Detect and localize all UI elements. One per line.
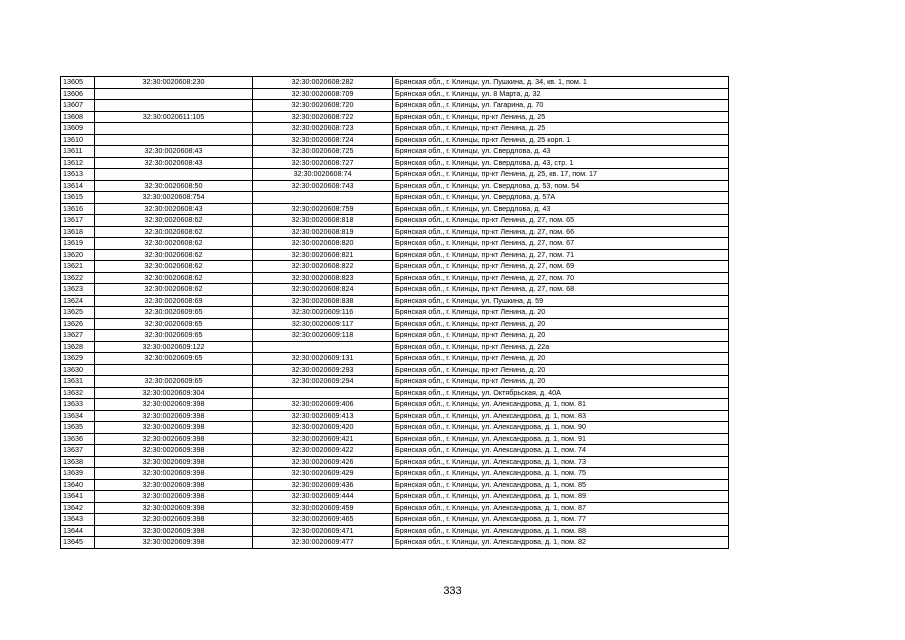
address-cell: Брянская обл., г. Клинцы, пр-кт Ленина, д. 27, пом. 71: [393, 249, 729, 261]
cadastral-number-cell: 32:30:0020609:398: [95, 479, 253, 491]
row-number-cell: 13621: [61, 261, 95, 273]
object-cadastral-number-cell: 32:30:0020608:282: [253, 77, 393, 89]
table-row: [61, 215, 729, 227]
object-cadastral-number-cell: 32:30:0020609:420: [253, 422, 393, 434]
table-row: [61, 169, 729, 181]
row-number-cell: 13614: [61, 180, 95, 192]
table-row: [61, 146, 729, 158]
row-number-cell: 13630: [61, 364, 95, 376]
address-cell: Брянская обл., г. Клинцы, ул. Александрова, д. 1, пом. 90: [393, 422, 729, 434]
object-cadastral-number-cell: 32:30:0020608:820: [253, 238, 393, 250]
cadastral-number-cell: 32:30:0020609:65: [95, 318, 253, 330]
row-number-cell: 13608: [61, 111, 95, 123]
table-row: [61, 502, 729, 514]
address-cell: Брянская обл., г. Клинцы, пр-кт Ленина, д. 27, пом. 65: [393, 215, 729, 227]
cadastral-number-cell: 32:30:0020608:62: [95, 261, 253, 273]
object-cadastral-number-cell: 32:30:0020609:471: [253, 525, 393, 537]
object-cadastral-number-cell: 32:30:0020608:838: [253, 295, 393, 307]
object-cadastral-number-cell: 32:30:0020608:709: [253, 88, 393, 100]
table-row: [61, 353, 729, 365]
cadastral-number-cell: 32:30:0020608:50: [95, 180, 253, 192]
cadastral-number-cell: 32:30:0020609:398: [95, 514, 253, 526]
object-cadastral-number-cell: 32:30:0020608:725: [253, 146, 393, 158]
object-cadastral-number-cell: 32:30:0020609:116: [253, 307, 393, 319]
object-cadastral-number-cell: 32:30:0020608:819: [253, 226, 393, 238]
table-row: [61, 514, 729, 526]
cadastral-number-cell: 32:30:0020609:398: [95, 537, 253, 549]
address-cell: Брянская обл., г. Клинцы, пр-кт Ленина, д. 25 корп. 1: [393, 134, 729, 146]
table-row: [61, 100, 729, 112]
cadastral-number-cell: 32:30:0020608:43: [95, 157, 253, 169]
object-cadastral-number-cell: 32:30:0020608:74: [253, 169, 393, 181]
table-row: [61, 272, 729, 284]
cadastral-number-cell: [95, 134, 253, 146]
address-cell: Брянская обл., г. Клинцы, ул. Свердлова, д. 53, пом. 54: [393, 180, 729, 192]
address-cell: Брянская обл., г. Клинцы, пр-кт Ленина, д. 25, кв. 17, пом. 17: [393, 169, 729, 181]
row-number-cell: 13626: [61, 318, 95, 330]
cadastral-number-cell: 32:30:0020609:398: [95, 491, 253, 503]
cadastral-number-cell: 32:30:0020609:398: [95, 422, 253, 434]
address-cell: Брянская обл., г. Клинцы, ул. Александрова, д. 1, пом. 77: [393, 514, 729, 526]
row-number-cell: 13640: [61, 479, 95, 491]
row-number-cell: 13618: [61, 226, 95, 238]
address-cell: Брянская обл., г. Клинцы, ул. Александрова, д. 1, пом. 82: [393, 537, 729, 549]
row-number-cell: 13628: [61, 341, 95, 353]
row-number-cell: 13627: [61, 330, 95, 342]
table-row: [61, 422, 729, 434]
object-cadastral-number-cell: 32:30:0020609:294: [253, 376, 393, 388]
address-cell: Брянская обл., г. Клинцы, ул. Свердлова, д. 43: [393, 203, 729, 215]
row-number-cell: 13644: [61, 525, 95, 537]
table-row: [61, 537, 729, 549]
table-body: [61, 77, 729, 549]
address-cell: Брянская обл., г. Клинцы, ул. Пушкина, д. 59: [393, 295, 729, 307]
table-row: [61, 295, 729, 307]
row-number-cell: 13629: [61, 353, 95, 365]
address-cell: Брянская обл., г. Клинцы, пр-кт Ленина, д. 22а: [393, 341, 729, 353]
cadastral-number-cell: 32:30:0020609:65: [95, 353, 253, 365]
table-row: [61, 433, 729, 445]
cadastral-number-cell: 32:30:0020609:398: [95, 502, 253, 514]
table-row: [61, 203, 729, 215]
address-cell: Брянская обл., г. Клинцы, ул. 8 Марта, д. 32: [393, 88, 729, 100]
row-number-cell: 13638: [61, 456, 95, 468]
table-row: [61, 123, 729, 135]
table-row: [61, 180, 729, 192]
table-row: [61, 491, 729, 503]
address-cell: Брянская обл., г. Клинцы, ул. Александрова, д. 1, пом. 88: [393, 525, 729, 537]
table-row: [61, 134, 729, 146]
cadastral-number-cell: 32:30:0020608:62: [95, 272, 253, 284]
object-cadastral-number-cell: 32:30:0020609:444: [253, 491, 393, 503]
object-cadastral-number-cell: 32:30:0020608:821: [253, 249, 393, 261]
cadastral-number-cell: 32:30:0020608:62: [95, 249, 253, 261]
table-row: [61, 525, 729, 537]
object-cadastral-number-cell: [253, 387, 393, 399]
address-cell: Брянская обл., г. Клинцы, ул. Октябрьская, д. 40А: [393, 387, 729, 399]
address-cell: Брянская обл., г. Клинцы, пр-кт Ленина, д. 20: [393, 364, 729, 376]
object-cadastral-number-cell: 32:30:0020609:131: [253, 353, 393, 365]
address-cell: Брянская обл., г. Клинцы, пр-кт Ленина, д. 27, пом. 66: [393, 226, 729, 238]
address-cell: Брянская обл., г. Клинцы, пр-кт Ленина, д. 20: [393, 330, 729, 342]
row-number-cell: 13625: [61, 307, 95, 319]
cadastral-number-cell: [95, 88, 253, 100]
address-cell: Брянская обл., г. Клинцы, пр-кт Ленина, д. 27, пом. 70: [393, 272, 729, 284]
table-row: [61, 88, 729, 100]
object-cadastral-number-cell: 32:30:0020609:421: [253, 433, 393, 445]
cadastral-number-cell: 32:30:0020608:754: [95, 192, 253, 204]
cadastral-number-cell: 32:30:0020609:304: [95, 387, 253, 399]
cadastral-number-cell: 32:30:0020609:398: [95, 525, 253, 537]
object-cadastral-number-cell: 32:30:0020608:727: [253, 157, 393, 169]
row-number-cell: 13639: [61, 468, 95, 480]
object-cadastral-number-cell: 32:30:0020608:743: [253, 180, 393, 192]
row-number-cell: 13641: [61, 491, 95, 503]
cadastral-number-cell: 32:30:0020609:398: [95, 445, 253, 457]
table-row: [61, 456, 729, 468]
table-row: [61, 111, 729, 123]
row-number-cell: 13617: [61, 215, 95, 227]
table-row: [61, 387, 729, 399]
object-cadastral-number-cell: 32:30:0020608:759: [253, 203, 393, 215]
cadastral-number-cell: 32:30:0020611:105: [95, 111, 253, 123]
row-number-cell: 13620: [61, 249, 95, 261]
address-cell: Брянская обл., г. Клинцы, пр-кт Ленина, д. 27, пом. 67: [393, 238, 729, 250]
cadastral-number-cell: 32:30:0020609:398: [95, 433, 253, 445]
row-number-cell: 13636: [61, 433, 95, 445]
row-number-cell: 13632: [61, 387, 95, 399]
object-cadastral-number-cell: 32:30:0020609:413: [253, 410, 393, 422]
row-number-cell: 13609: [61, 123, 95, 135]
cadastral-number-cell: [95, 364, 253, 376]
object-cadastral-number-cell: 32:30:0020608:720: [253, 100, 393, 112]
cadastral-number-cell: 32:30:0020609:398: [95, 456, 253, 468]
cadastral-number-cell: [95, 169, 253, 181]
row-number-cell: 13615: [61, 192, 95, 204]
table-row: [61, 399, 729, 411]
table-row: [61, 410, 729, 422]
cadastral-number-cell: 32:30:0020609:65: [95, 376, 253, 388]
cadastral-number-cell: 32:30:0020608:69: [95, 295, 253, 307]
object-cadastral-number-cell: 32:30:0020608:723: [253, 123, 393, 135]
row-number-cell: 13643: [61, 514, 95, 526]
object-cadastral-number-cell: 32:30:0020609:422: [253, 445, 393, 457]
table-row: [61, 284, 729, 296]
page-number: 333: [443, 585, 462, 597]
object-cadastral-number-cell: 32:30:0020609:293: [253, 364, 393, 376]
address-cell: Брянская обл., г. Клинцы, пр-кт Ленина, д. 27, пом. 68: [393, 284, 729, 296]
object-cadastral-number-cell: 32:30:0020609:459: [253, 502, 393, 514]
cadastral-number-cell: 32:30:0020608:43: [95, 203, 253, 215]
cadastral-number-cell: 32:30:0020609:65: [95, 307, 253, 319]
object-cadastral-number-cell: 32:30:0020609:118: [253, 330, 393, 342]
address-cell: Брянская обл., г. Клинцы, ул. Александрова, д. 1, пом. 89: [393, 491, 729, 503]
object-cadastral-number-cell: 32:30:0020608:822: [253, 261, 393, 273]
address-cell: Брянская обл., г. Клинцы, пр-кт Ленина, д. 27, пом. 69: [393, 261, 729, 273]
row-number-cell: 13642: [61, 502, 95, 514]
row-number-cell: 13645: [61, 537, 95, 549]
table-row: [61, 318, 729, 330]
object-cadastral-number-cell: 32:30:0020609:429: [253, 468, 393, 480]
address-cell: Брянская обл., г. Клинцы, ул. Свердлова, д. 43: [393, 146, 729, 158]
object-cadastral-number-cell: 32:30:0020608:722: [253, 111, 393, 123]
row-number-cell: 13613: [61, 169, 95, 181]
address-cell: Брянская обл., г. Клинцы, ул. Свердлова, д. 57А: [393, 192, 729, 204]
row-number-cell: 13607: [61, 100, 95, 112]
address-cell: Брянская обл., г. Клинцы, пр-кт Ленина, д. 20: [393, 376, 729, 388]
address-cell: Брянская обл., г. Клинцы, ул. Александрова, д. 1, пом. 81: [393, 399, 729, 411]
address-cell: Брянская обл., г. Клинцы, ул. Александрова, д. 1, пом. 91: [393, 433, 729, 445]
row-number-cell: 13635: [61, 422, 95, 434]
object-cadastral-number-cell: [253, 341, 393, 353]
cadastral-number-cell: 32:30:0020608:230: [95, 77, 253, 89]
cadastral-number-cell: 32:30:0020608:62: [95, 215, 253, 227]
object-cadastral-number-cell: 32:30:0020608:818: [253, 215, 393, 227]
cadastral-number-cell: [95, 100, 253, 112]
cadastral-number-cell: 32:30:0020609:65: [95, 330, 253, 342]
row-number-cell: 13633: [61, 399, 95, 411]
table-row: [61, 307, 729, 319]
row-number-cell: 13605: [61, 77, 95, 89]
address-cell: Брянская обл., г. Клинцы, ул. Свердлова, д. 43, стр. 1: [393, 157, 729, 169]
object-cadastral-number-cell: 32:30:0020609:436: [253, 479, 393, 491]
address-cell: Брянская обл., г. Клинцы, пр-кт Ленина, д. 20: [393, 353, 729, 365]
row-number-cell: 13622: [61, 272, 95, 284]
object-cadastral-number-cell: 32:30:0020608:724: [253, 134, 393, 146]
row-number-cell: 13606: [61, 88, 95, 100]
table-row: [61, 192, 729, 204]
table-row: [61, 226, 729, 238]
cadastral-table: [60, 76, 729, 549]
address-cell: Брянская обл., г. Клинцы, пр-кт Ленина, д. 20: [393, 318, 729, 330]
cadastral-number-cell: 32:30:0020608:62: [95, 284, 253, 296]
row-number-cell: 13637: [61, 445, 95, 457]
object-cadastral-number-cell: 32:30:0020609:477: [253, 537, 393, 549]
table-row: [61, 157, 729, 169]
object-cadastral-number-cell: [253, 192, 393, 204]
cadastral-number-cell: 32:30:0020609:398: [95, 468, 253, 480]
row-number-cell: 13623: [61, 284, 95, 296]
table-row: [61, 261, 729, 273]
table-row: [61, 364, 729, 376]
cadastral-number-cell: 32:30:0020608:62: [95, 238, 253, 250]
address-cell: Брянская обл., г. Клинцы, ул. Александрова, д. 1, пом. 87: [393, 502, 729, 514]
address-cell: Брянская обл., г. Клинцы, ул. Александрова, д. 1, пом. 73: [393, 456, 729, 468]
cadastral-number-cell: 32:30:0020609:122: [95, 341, 253, 353]
address-cell: Брянская обл., г. Клинцы, ул. Гагарина, д. 70: [393, 100, 729, 112]
table-row: [61, 376, 729, 388]
table-row: [61, 479, 729, 491]
cadastral-number-cell: 32:30:0020609:398: [95, 399, 253, 411]
object-cadastral-number-cell: 32:30:0020608:824: [253, 284, 393, 296]
row-number-cell: 13612: [61, 157, 95, 169]
table-row: [61, 445, 729, 457]
table-row: [61, 468, 729, 480]
object-cadastral-number-cell: 32:30:0020609:117: [253, 318, 393, 330]
table-row: [61, 249, 729, 261]
address-cell: Брянская обл., г. Клинцы, ул. Александрова, д. 1, пом. 74: [393, 445, 729, 457]
table-row: [61, 330, 729, 342]
row-number-cell: 13619: [61, 238, 95, 250]
cadastral-number-cell: [95, 123, 253, 135]
row-number-cell: 13631: [61, 376, 95, 388]
object-cadastral-number-cell: 32:30:0020609:406: [253, 399, 393, 411]
object-cadastral-number-cell: 32:30:0020609:465: [253, 514, 393, 526]
object-cadastral-number-cell: 32:30:0020608:823: [253, 272, 393, 284]
table-row: [61, 238, 729, 250]
row-number-cell: 13610: [61, 134, 95, 146]
cadastral-number-cell: 32:30:0020608:62: [95, 226, 253, 238]
object-cadastral-number-cell: 32:30:0020609:426: [253, 456, 393, 468]
table-row: [61, 77, 729, 89]
address-cell: Брянская обл., г. Клинцы, ул. Александрова, д. 1, пом. 83: [393, 410, 729, 422]
row-number-cell: 13616: [61, 203, 95, 215]
address-cell: Брянская обл., г. Клинцы, ул. Пушкина, д. 34, кв. 1, пом. 1: [393, 77, 729, 89]
row-number-cell: 13611: [61, 146, 95, 158]
cadastral-number-cell: 32:30:0020608:43: [95, 146, 253, 158]
address-cell: Брянская обл., г. Клинцы, пр-кт Ленина, д. 20: [393, 307, 729, 319]
cadastral-number-cell: 32:30:0020609:398: [95, 410, 253, 422]
address-cell: Брянская обл., г. Клинцы, пр-кт Ленина, д. 25: [393, 111, 729, 123]
address-cell: Брянская обл., г. Клинцы, пр-кт Ленина, д. 25: [393, 123, 729, 135]
table-row: [61, 341, 729, 353]
address-cell: Брянская обл., г. Клинцы, ул. Александрова, д. 1, пом. 75: [393, 468, 729, 480]
address-cell: Брянская обл., г. Клинцы, ул. Александрова, д. 1, пом. 85: [393, 479, 729, 491]
row-number-cell: 13634: [61, 410, 95, 422]
row-number-cell: 13624: [61, 295, 95, 307]
